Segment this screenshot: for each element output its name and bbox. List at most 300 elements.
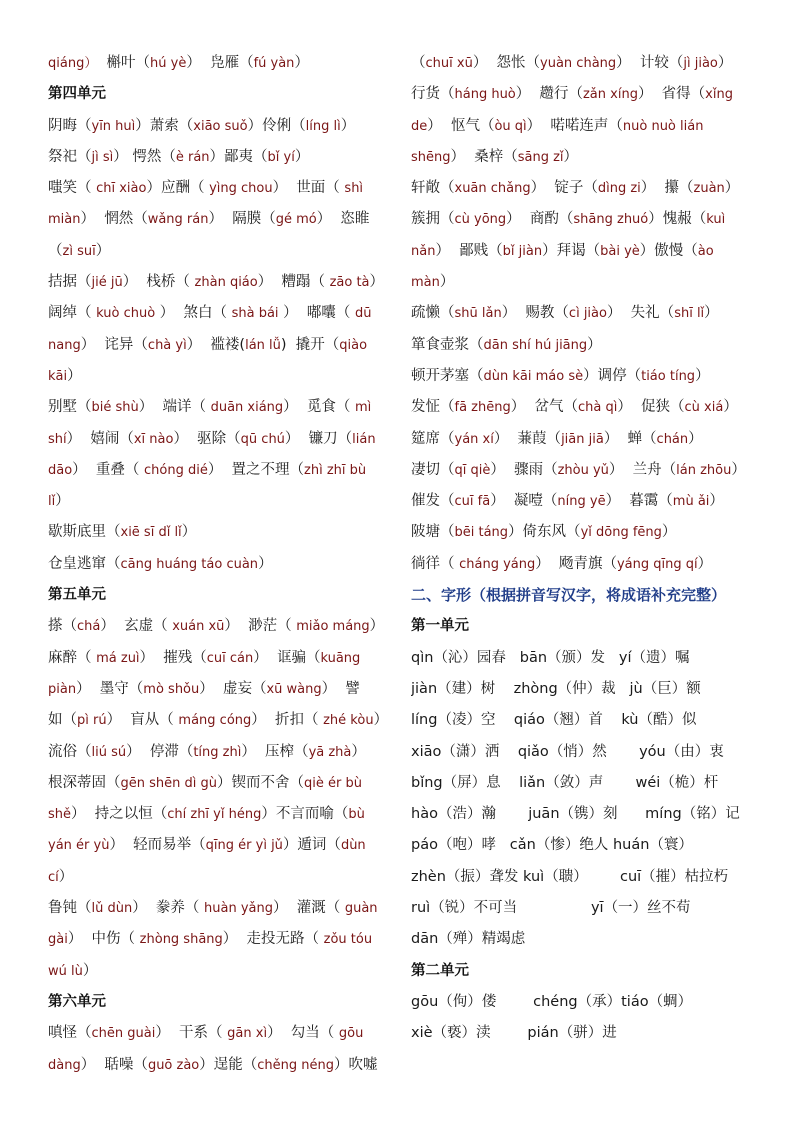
pinyin-text: zhòng shāng (139, 932, 223, 948)
pinyin-text: gēn shēn dì gù (120, 775, 217, 791)
hanzi-text: ） 恣睢 (316, 211, 370, 228)
hanzi-text: ） (294, 148, 310, 165)
vocab-line (411, 173, 756, 204)
hanzi-text: 根深蒂固（ (48, 774, 121, 791)
pinyin-text: chá (77, 619, 101, 635)
pinyin-text: gài (48, 932, 68, 948)
hanzi-text: （殚）精竭虑 (438, 931, 526, 948)
pinyin-text: xū wàng (266, 681, 322, 697)
hanzi-text: 槲叶（ (97, 55, 151, 71)
unit-heading: 第二单元 (411, 962, 469, 979)
vocab-line (411, 424, 756, 455)
hanzi-text: ） 省得（ (637, 86, 706, 103)
hanzi-text: ） (704, 305, 719, 322)
pinyin-text: qīng ér yì jǔ (205, 838, 283, 854)
hanzi-text: ） 喏喏连声（ (526, 117, 623, 134)
pinyin-text: xǐng (705, 87, 733, 103)
vocab-line (48, 674, 393, 705)
hanzi-text: ） 赐教（ (501, 305, 569, 322)
hanzi-text: ） 勾当（ (267, 1025, 339, 1042)
pinyin-text: xiē sī dǐ lǐ (120, 525, 182, 541)
hanzi-text: （仲）裁 (557, 680, 630, 697)
pinyin-text: lǔ dùn (91, 901, 133, 917)
pinyin-text: yí (618, 649, 632, 666)
pinyin-text: lán lǚ (245, 337, 281, 353)
hanzi-text: 流俗（ (48, 743, 92, 760)
pinyin-text: jù (629, 680, 643, 697)
hanzi-text: 发怔（ (411, 399, 455, 416)
pinyin-text: bié shù (91, 400, 139, 416)
vocab-line (411, 298, 756, 329)
pinyin-text: yuàn chàng (540, 56, 617, 71)
hanzi-text: ） 压榨（ (241, 743, 309, 760)
pinyin-text: zhòu yǔ (557, 462, 609, 478)
hanzi-text: ） (697, 555, 713, 572)
hanzi-text: ） 譬 (321, 680, 360, 697)
pinyin-text: lán zhōu (676, 462, 732, 478)
hanzi-text: （承） (577, 993, 622, 1010)
hanzi-text: ） 怨怅（ (472, 55, 541, 71)
hanzi-text: ） 失礼（ (606, 305, 675, 322)
pinyin-text: tiáo (621, 993, 649, 1010)
vocab-line (48, 549, 393, 580)
hanzi-text: （建）树 (437, 680, 514, 697)
pinyin-text: cí (48, 869, 59, 885)
vocab-line (411, 768, 756, 799)
pinyin-text: dàng (48, 1057, 81, 1073)
hanzi-text: 如（ (48, 712, 77, 729)
pinyin-text: yán ér yù (48, 838, 110, 854)
hanzi-text: ）傲慢（ (639, 242, 698, 259)
vocab-line (48, 517, 393, 548)
pinyin-text: dū (354, 306, 372, 322)
hanzi-text: ）鄙夷（ (209, 148, 268, 165)
hanzi-text: （一）丝不苟 (603, 900, 691, 917)
vocab-line (411, 361, 756, 392)
pinyin-text: mù ǎi (672, 494, 710, 510)
hanzi-text: （振）聋发 (445, 868, 524, 885)
vocab-line (411, 48, 756, 79)
hanzi-text: 阴晦（ (48, 117, 92, 134)
hanzi-text: （骈）进 (558, 1025, 617, 1042)
hanzi-text: ） 觅食（ (283, 399, 355, 416)
hanzi-text: （寰） (649, 837, 693, 854)
unit-heading: 第六单元 (48, 993, 106, 1010)
hanzi-text: ） 盲从（ (106, 712, 179, 729)
pinyin-text: bēi táng (454, 525, 509, 541)
pinyin-text: lián (352, 431, 376, 447)
vocab-line (411, 674, 756, 705)
hanzi-text: ） 玄虚（ (100, 618, 173, 635)
vocab-line (48, 768, 393, 799)
hanzi-text: ） (373, 712, 389, 729)
hanzi-text: 行货（ (411, 86, 455, 103)
vocab-line (411, 893, 756, 924)
pinyin-text: jì jiào (683, 56, 718, 71)
hanzi-text: ） (731, 461, 746, 478)
hanzi-text: （翘）首 (544, 712, 622, 729)
hanzi-text: 疏懒（ (411, 305, 455, 322)
hanzi-text: ） 愕然（ (113, 148, 176, 165)
hanzi-text: ）应酬（ (146, 180, 210, 197)
hanzi-text: 催发（ (411, 493, 455, 510)
hanzi-text: ） 驱除（ (173, 430, 241, 447)
pinyin-text: gōu (338, 1026, 364, 1042)
vocab-line (411, 142, 756, 173)
hanzi-text: ） (688, 430, 703, 447)
hanzi-text: ） 嘟囔（ (278, 305, 355, 322)
hanzi-text: （屏）息 (442, 774, 520, 791)
pinyin-text: bài yè (600, 243, 640, 259)
pinyin-text: shēng (411, 149, 451, 165)
vocab-line (411, 737, 756, 768)
hanzi-text: ） 渺茫（ (224, 618, 297, 635)
pinyin-text: kāi (48, 368, 68, 384)
hanzi-text: ） (82, 962, 98, 979)
pinyin-text: xiè (411, 1025, 433, 1042)
pinyin-text: huán (612, 837, 650, 854)
hanzi-text: ） 桑梓（ (450, 148, 518, 165)
hanzi-text: ） 凫雁（ (186, 55, 254, 71)
pinyin-text: è rán (175, 149, 210, 165)
vocab-line (411, 267, 756, 298)
hanzi-text: ） 兰舟（ (608, 461, 677, 478)
hanzi-text: ） 褴褛( (186, 336, 246, 353)
pinyin-text: shī lǐ (674, 306, 705, 322)
pinyin-text: liú sú (91, 744, 127, 760)
hanzi-text: ）调停（ (583, 367, 642, 384)
hanzi-text: ） (95, 242, 111, 259)
pinyin-text: máng cóng (178, 713, 252, 729)
pinyin-text: kuì (523, 868, 545, 885)
hanzi-text: ） 轻而易举（ (109, 837, 206, 854)
pinyin-text: má zuì (96, 650, 140, 666)
hanzi-text: 轩敞（ (411, 180, 455, 197)
pinyin-text: chěng néng (257, 1057, 335, 1073)
pinyin-text: chēn guài (91, 1026, 156, 1042)
hanzi-text: ）锲而不舍（ (217, 774, 304, 791)
pinyin-text: zhì zhī bù (304, 462, 367, 478)
pinyin-text: shě (48, 807, 72, 823)
pinyin-text: zhé kòu (323, 713, 374, 729)
hanzi-text: ） (587, 336, 602, 353)
hanzi-text: （酷）似 (638, 712, 697, 729)
hanzi-text: ） 嬉闹（ (66, 430, 134, 447)
pinyin-text: pì rú (77, 713, 107, 729)
hanzi-text: 歇斯底里（ (48, 524, 121, 541)
pinyin-text: ào (697, 243, 714, 259)
pinyin-text: òu qì (494, 118, 527, 134)
pinyin-text: nang (48, 337, 81, 353)
hanzi-text: （凌）空 (437, 712, 514, 729)
hanzi-text: ）愧赧（ (648, 211, 707, 228)
hanzi-text: 麻醉（ (48, 649, 97, 666)
pinyin-text: dān shí hú jiāng (483, 337, 588, 353)
vocab-line (48, 956, 393, 987)
vocab-line (48, 611, 393, 642)
hanzi-text: ） 停滞（ (126, 743, 194, 760)
pinyin-text: kuì (706, 212, 726, 228)
pinyin-text: duān xiáng (210, 400, 284, 416)
pinyin-text: qìn (411, 649, 434, 666)
vocab-line (48, 1018, 393, 1049)
pinyin-text: piàn (48, 681, 77, 697)
hanzi-text: ） (695, 367, 710, 384)
hanzi-text: ） 诓骗（ (253, 649, 321, 666)
pinyin-text: zhèn (411, 868, 446, 885)
pinyin-text: dùn (340, 838, 366, 854)
vocab-line (48, 455, 393, 486)
vocab-line (411, 643, 756, 674)
pinyin-text: xī nào (133, 431, 174, 447)
vocab-line (411, 517, 756, 548)
pinyin-text: chán (656, 431, 689, 447)
hanzi-text: ）遁词（ (282, 837, 341, 854)
pinyin-text: cuī cán (206, 650, 254, 666)
pinyin-text: miǎo máng (296, 619, 370, 635)
pinyin-text: gān xì (227, 1026, 268, 1042)
hanzi-text: ） 墨守（ (76, 680, 144, 697)
vocab-line (411, 862, 756, 893)
hanzi-text: 鲁钝（ (48, 900, 92, 917)
vocab-line (411, 111, 756, 142)
pinyin-text: míng (645, 806, 682, 823)
vocab-line (411, 705, 756, 736)
hanzi-text: ） (351, 743, 366, 760)
pinyin-text: líng (411, 712, 438, 729)
pinyin-text: shà bái (231, 306, 279, 322)
pinyin-text: chuī xū (425, 56, 473, 71)
hanzi-text: （摧）枯拉朽 (641, 868, 729, 885)
pinyin-text: cì jiào (568, 306, 607, 322)
hanzi-text: ） 摧残（ (139, 649, 207, 666)
pinyin-text: cǎn (509, 837, 536, 854)
pinyin-text: cuī (619, 868, 642, 885)
pinyin-text: wéi (635, 774, 661, 791)
hanzi-text: ） 商酌（ (506, 211, 574, 228)
pinyin-text: líng lì (305, 118, 341, 134)
pinyin-text: mò shǒu (143, 681, 200, 697)
pinyin-text: kù (621, 712, 639, 729)
hanzi-text: （ (48, 242, 63, 259)
hanzi-text: （佝）偻 (438, 993, 534, 1010)
hanzi-text: ）逞能（ (199, 1056, 258, 1073)
pinyin-text: gé mó (275, 212, 317, 228)
hanzi-text: （聩） (544, 868, 620, 885)
hanzi-text: （锐）不可当 (430, 900, 591, 917)
hanzi-text: ） 豢养（ (132, 900, 205, 917)
hanzi-text: ) 撬开（ (280, 336, 340, 353)
pinyin-text: qiè ér bù (304, 775, 362, 791)
pinyin-text: sāng zǐ (517, 149, 564, 165)
hanzi-text: ） 飏青旗（ (535, 555, 617, 572)
pinyin-text: nǎn (411, 243, 436, 259)
hanzi-text: ） 凝噎（ (490, 493, 558, 510)
pinyin-text: wǎng rán (147, 212, 209, 228)
hanzi-text: （颁）发 (547, 649, 619, 666)
pinyin-text: zì suī (62, 243, 96, 259)
hanzi-text: 阔绰（ (48, 305, 97, 322)
hanzi-text: ） 诧异（ (80, 336, 148, 353)
vocab-line (48, 424, 393, 455)
pinyin-text: jì sì (91, 149, 114, 165)
hanzi-text: ） 隔膜（ (208, 211, 276, 228)
hanzi-text: （镌）刻 (559, 806, 646, 823)
pinyin-text: dùn kāi máo sè (483, 368, 584, 384)
vocab-line (411, 79, 756, 110)
hanzi-text: ） 计较（ (616, 55, 684, 71)
hanzi-text: ） 暮霭（ (605, 493, 673, 510)
pinyin-text: màn (411, 275, 440, 291)
hanzi-text: ）萧索（ (135, 117, 194, 134)
pinyin-text: dāo (48, 462, 73, 478)
pinyin-text: liǎn (519, 774, 546, 791)
pinyin-text: cháng yáng (459, 556, 536, 572)
vocab-line (48, 486, 393, 517)
pinyin-text: xuán xū (172, 619, 225, 635)
pinyin-text: zǒu tóu (323, 932, 373, 948)
pinyin-text: tiáo tíng (641, 368, 696, 384)
vocab-line (411, 486, 756, 517)
pinyin-text: zāo tà (329, 275, 370, 291)
hanzi-text: ）拜谒（ (542, 242, 601, 259)
pinyin-text: wú lù (48, 963, 83, 979)
hanzi-text: ）吹嘘 (334, 1056, 378, 1073)
hanzi-text: ） 岔气（ (510, 399, 578, 416)
hanzi-text: ） 怄气（ (427, 117, 495, 134)
pinyin-text: chà yì (147, 337, 187, 353)
hanzi-text: ） 灌溉（ (273, 900, 345, 917)
hanzi-text: ） (340, 117, 356, 134)
hanzi-text: （遗）嘱 (631, 649, 690, 666)
pinyin-text: miàn (48, 212, 81, 228)
hanzi-text: ） (55, 493, 70, 510)
hanzi-text: ） 蒹葭（ (493, 430, 562, 447)
hanzi-text: （敛）声 (545, 774, 636, 791)
hanzi-text: ） 置之不理（ (207, 461, 305, 478)
pinyin-text: cāng huáng táo cuàn (120, 556, 259, 572)
vocab-line (48, 893, 393, 924)
hanzi-text: （由）衷 (665, 743, 724, 760)
pinyin-text: guō zào (147, 1057, 200, 1073)
hanzi-text: ） (67, 367, 82, 384)
vocab-line (411, 204, 756, 235)
vocab-line (48, 392, 393, 423)
pinyin-text: cù yōng (454, 212, 507, 228)
hanzi-text: 仓皇逃窜（ (48, 555, 121, 572)
pinyin-text: nuò nuò lián (622, 118, 704, 134)
pinyin-text: gōu (411, 993, 439, 1010)
pinyin-text: qiáo (513, 712, 545, 729)
pinyin-text: yǐ dōng fēng (580, 525, 662, 541)
hanzi-text: 别墅（ (48, 399, 92, 416)
pinyin-text: chéng (533, 993, 578, 1010)
vocab-line (411, 455, 756, 486)
vocab-line (48, 361, 393, 392)
pinyin-text: yī (590, 900, 604, 917)
pinyin-text: bān (519, 649, 548, 666)
pinyin-text: huàn yǎng (204, 901, 274, 917)
vocab-line (48, 643, 393, 674)
hanzi-text: 搽（ (48, 618, 77, 635)
vocab-line (411, 1018, 756, 1049)
hanzi-text: （ (411, 55, 426, 71)
pinyin-text: yáng qīng qí (616, 556, 698, 572)
vocab-line (48, 173, 393, 204)
vocab-line (411, 236, 756, 267)
pinyin-text: shū lǎn (454, 306, 502, 322)
pinyin-text: yóu (639, 743, 666, 760)
pinyin-text: dān (411, 931, 439, 948)
hanzi-text: ）倚东风（ (508, 524, 581, 541)
vocab-line (48, 236, 393, 267)
pinyin-text: cù xiá (684, 400, 724, 416)
vocab-line (48, 862, 393, 893)
hanzi-text: ） 重叠（ (72, 461, 144, 478)
pinyin-text: qī qiè (454, 462, 491, 478)
vocab-line (48, 330, 393, 361)
pinyin-text: kuò chuò (96, 306, 156, 322)
hanzi-text: ） 趱行（ (515, 86, 583, 103)
left-column (48, 48, 393, 1081)
hanzi-text: ） 端详（ (138, 399, 211, 416)
hanzi-text: ） 持之以恒（ (71, 806, 168, 823)
hanzi-text: ）伶俐（ (247, 117, 306, 134)
hanzi-text: ） 走投无路（ (222, 931, 324, 948)
hanzi-text: ） (181, 524, 197, 541)
unit-heading: 第一单元 (411, 618, 469, 635)
pinyin-text: hào (411, 806, 438, 823)
hanzi-text: ） (563, 148, 579, 165)
hanzi-text: 嗤笑（ (48, 180, 97, 197)
pinyin-text: páo (411, 837, 438, 854)
pinyin-text: qiáng） (48, 56, 98, 71)
hanzi-text: ） 煞白（ (155, 305, 232, 322)
pinyin-text: xiāo suǒ (193, 118, 248, 134)
pinyin-text: bǐng (411, 774, 443, 791)
pinyin-text: qū chú (240, 431, 285, 447)
hanzi-text: ） 鄙贱（ (435, 242, 503, 259)
pinyin-text: jié jū (91, 275, 123, 291)
hanzi-text: ） (709, 493, 724, 510)
pinyin-text: bǐ yí (267, 149, 295, 165)
pinyin-text: ruì (411, 900, 431, 917)
vocab-line (48, 111, 393, 142)
hanzi-text: 拮据（ (48, 274, 92, 291)
vocab-line (48, 737, 393, 768)
vocab-line (48, 142, 393, 173)
pinyin-text: yīn huì (91, 118, 136, 134)
vocab-line (411, 392, 756, 423)
pinyin-text: shāng zhuó (573, 212, 649, 228)
vocab-line (48, 830, 393, 861)
hanzi-text: ） (724, 180, 740, 197)
vocab-line (48, 48, 393, 79)
hanzi-text: ） 糟蹋（ (257, 274, 330, 291)
pinyin-text: hú yè (150, 56, 187, 71)
hanzi-text: ） (294, 55, 309, 71)
pinyin-text: jiàn (411, 680, 438, 697)
pinyin-text: lǐ (48, 494, 56, 510)
vocab-line (48, 799, 393, 830)
pinyin-text: dìng zi (597, 181, 641, 197)
pinyin-text: shì (344, 181, 364, 197)
vocab-line (48, 705, 393, 736)
pinyin-text: xiāo (411, 743, 442, 760)
hanzi-text: （铭）记 (681, 806, 740, 823)
pinyin-text: bù (348, 807, 365, 823)
pinyin-text: níng yē (557, 494, 606, 510)
